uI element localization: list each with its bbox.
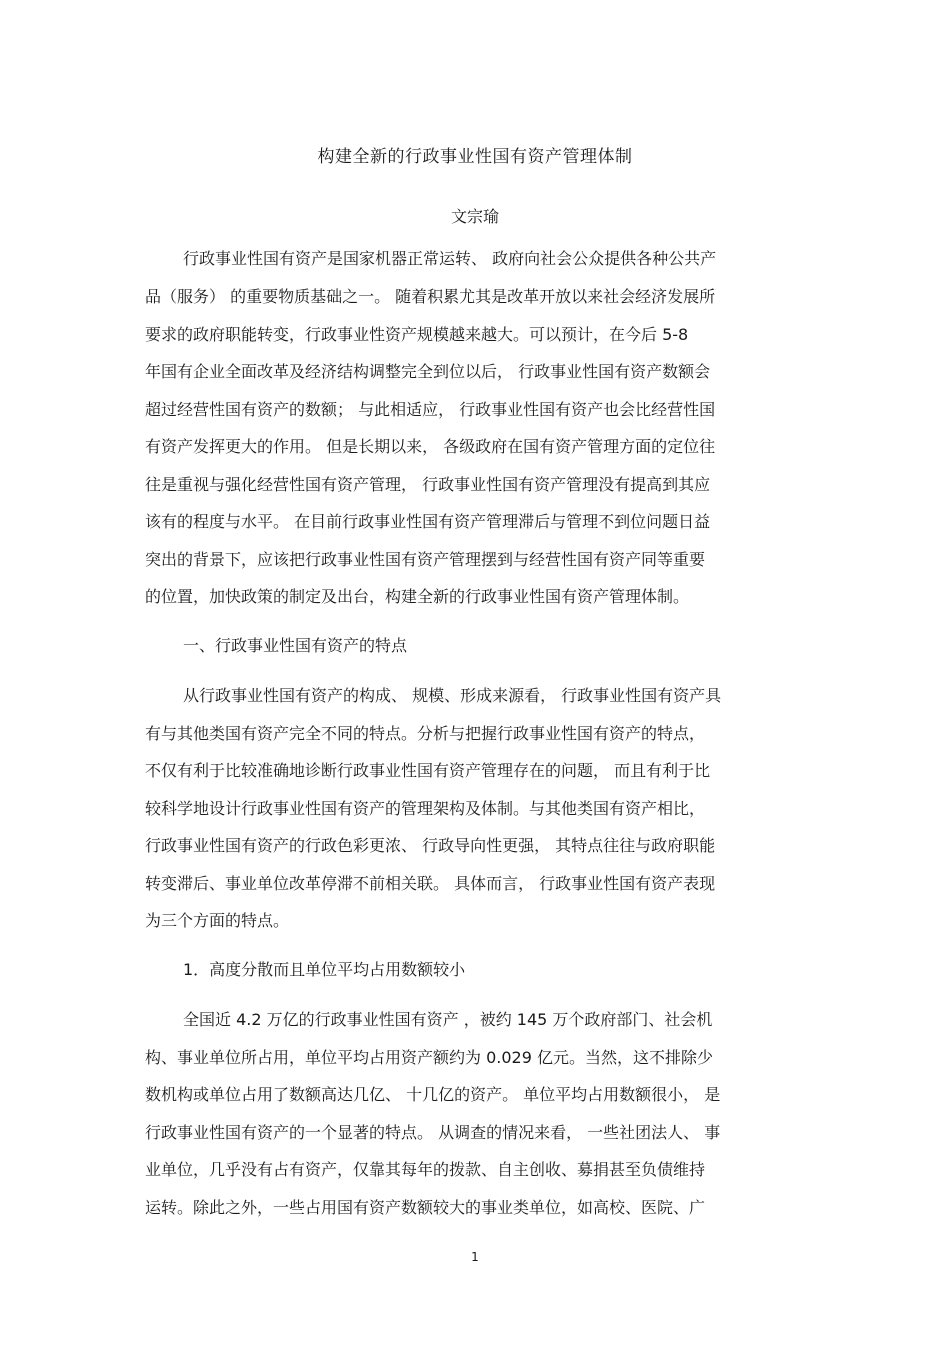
section-heading: 一、行政事业性国有资产的特点 [183, 636, 408, 655]
paragraph-line: 转变滞后、事业单位改革停滞不前相关联。 具体而言， 行政事业性国有资产表现 [145, 874, 716, 893]
paragraph-line: 为三个方面的特点。 [145, 911, 290, 930]
paragraph-line: 往是重视与强化经营性国有资产管理， 行政事业性国有资产管理没有提高到其应 [145, 475, 711, 494]
subsection-heading: 1．高度分散而且单位平均占用数额较小 [183, 960, 466, 979]
paragraph-line: 不仅有利于比较准确地诊断行政事业性国有资产管理存在的问题， 而且有利于比 [145, 761, 711, 780]
paragraph-line: 从行政事业性国有资产的构成、 规模、形成来源看， 行政事业性国有资产具 [183, 686, 722, 705]
paragraph-line: 品（服务） 的重要物质基础之一。 随着积累尤其是改革开放以来社会经济发展所 [145, 287, 716, 306]
document-title: 构建全新的行政事业性国有资产管理体制 [317, 147, 633, 167]
paragraph-line: 要求的政府职能转变，行政事业性资产规模越来越大。可以预计，在今后 5-8 [145, 325, 689, 344]
paragraph-line: 全国近 4.2 万亿的行政事业性国有资产 ，被约 145 万个政府部门、社会机 [183, 1010, 713, 1029]
paragraph-line: 的位置，加快政策的制定及出台，构建全新的行政事业性国有资产管理体制。 [145, 587, 690, 606]
paragraph-line: 构、事业单位所占用，单位平均占用资产额约为 0.029 亿元。当然，这不排除少 [145, 1048, 713, 1067]
paragraph-line: 运转。除此之外，一些占用国有资产数额较大的事业类单位，如高校、医院、广 [145, 1198, 706, 1217]
paragraph-line: 突出的背景下，应该把行政事业性国有资产管理摆到与经营性国有资产同等重要 [145, 550, 706, 569]
paragraph-line: 有与其他类国有资产完全不同的特点。分析与把握行政事业性国有资产的特点， [145, 724, 706, 743]
paragraph-line: 该有的程度与水平。 在目前行政事业性国有资产管理滞后与管理不到位问题日益 [145, 512, 711, 531]
paragraph-line: 有资产发挥更大的作用。 但是长期以来， 各级政府在国有资产管理方面的定位往 [145, 437, 716, 456]
page-number: 1 [471, 1250, 479, 1264]
paragraph-line: 数机构或单位占用了数额高达几亿、 十几亿的资产。 单位平均占用数额很小， 是 [145, 1085, 721, 1104]
paragraph-line: 超过经营性国有资产的数额； 与此相适应， 行政事业性国有资产也会比经营性国 [145, 400, 716, 419]
paragraph-line: 行政事业性国有资产是国家机器正常运转、 政府向社会公众提供各种公共产 [183, 249, 717, 268]
paragraph-line: 行政事业性国有资产的一个显著的特点。 从调查的情况来看， 一些社团法人、 事 [145, 1123, 721, 1142]
paragraph-line: 较科学地设计行政事业性国有资产的管理架构及体制。与其他类国有资产相比， [145, 799, 706, 818]
document-author: 文宗瑜 [450, 207, 499, 226]
paragraph-line: 年国有企业全面改革及经济结构调整完全到位以后， 行政事业性国有资产数额会 [145, 362, 711, 381]
paragraph-line: 行政事业性国有资产的行政色彩更浓、 行政导向性更强， 其特点往往与政府职能 [145, 836, 716, 855]
paragraph-line: 业单位，几乎没有占有资产，仅靠其每年的拨款、自主创收、募捐甚至负债维持 [145, 1160, 706, 1179]
